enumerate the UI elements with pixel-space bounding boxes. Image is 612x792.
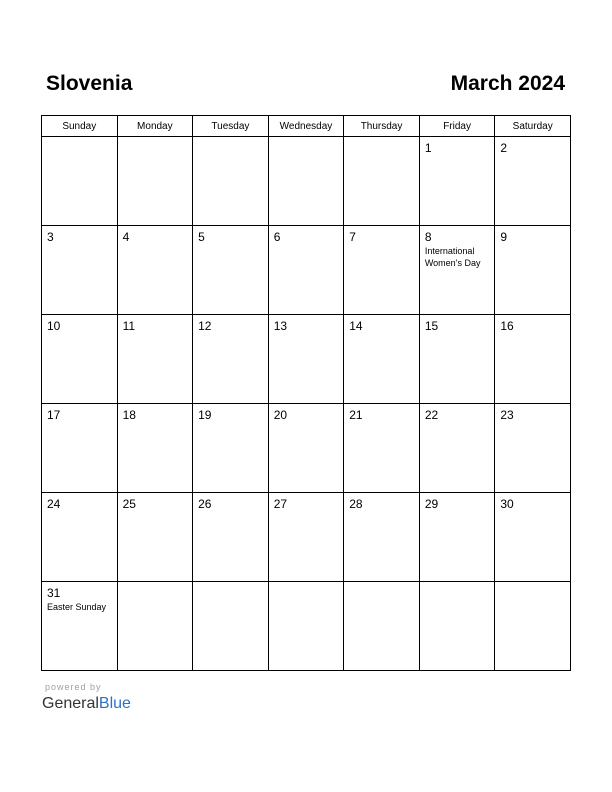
month-title: March 2024	[450, 72, 565, 95]
day-cell	[344, 226, 420, 315]
day-number: 27	[273, 497, 288, 511]
weekday-header-row	[42, 116, 571, 137]
weekday-header: Monday	[117, 116, 193, 137]
day-cell	[419, 315, 495, 404]
day-number: 13	[273, 319, 288, 333]
weekday-header: Saturday	[495, 116, 571, 137]
day-cell	[193, 137, 269, 226]
brand-logo[interactable]	[42, 681, 131, 714]
day-number: 3	[47, 230, 54, 244]
day-cell	[117, 226, 193, 315]
day-cell	[268, 315, 344, 404]
brand-name	[42, 694, 131, 714]
day-number: 2	[500, 141, 508, 155]
day-cell	[495, 315, 571, 404]
day-number: 6	[273, 230, 281, 244]
holiday-label: Easter Sunday	[47, 602, 107, 612]
day-number: 18	[122, 408, 136, 422]
day-cell	[193, 493, 269, 582]
day-number: 31	[47, 586, 61, 600]
day-cell	[42, 404, 118, 493]
country-title: Slovenia	[46, 72, 133, 95]
day-number: 12	[198, 319, 212, 333]
day-number: 21	[349, 408, 363, 422]
weekday-header: Thursday	[344, 116, 420, 137]
day-cell	[419, 582, 495, 671]
day-cell	[117, 137, 193, 226]
day-number: 16	[500, 319, 514, 333]
day-number: 8	[424, 230, 432, 244]
day-cell	[495, 582, 571, 671]
day-number: 4	[122, 230, 130, 244]
weekday-header: Sunday	[42, 116, 118, 137]
day-cell	[193, 404, 269, 493]
day-cell	[268, 582, 344, 671]
week-row	[42, 582, 571, 671]
day-cell	[117, 493, 193, 582]
day-cell	[193, 582, 269, 671]
day-cell	[495, 226, 571, 315]
week-row	[42, 226, 571, 315]
day-cell	[419, 137, 495, 226]
week-row	[42, 315, 571, 404]
day-cell	[344, 404, 420, 493]
day-number: 24	[47, 497, 61, 511]
holiday-label: International Women’s Day	[424, 246, 481, 268]
day-number: 7	[349, 230, 356, 244]
day-cell	[268, 404, 344, 493]
brand-blue-text: Blue	[98, 695, 131, 712]
day-cell	[419, 493, 495, 582]
day-number: 1	[424, 141, 432, 155]
day-number: 11	[122, 319, 136, 333]
week-row	[42, 493, 571, 582]
day-number: 9	[500, 230, 508, 244]
day-cell	[495, 493, 571, 582]
day-cell	[117, 404, 193, 493]
day-cell	[117, 315, 193, 404]
day-cell	[344, 493, 420, 582]
powered-by-label: powered by	[45, 682, 102, 692]
day-cell	[344, 582, 420, 671]
week-row	[42, 137, 571, 226]
day-cell	[193, 226, 269, 315]
day-cell	[344, 137, 420, 226]
day-cell	[495, 137, 571, 226]
day-number: 19	[198, 408, 212, 422]
day-cell	[42, 493, 118, 582]
weekday-header: Friday	[419, 116, 495, 137]
day-number: 23	[500, 408, 514, 422]
day-number: 17	[47, 408, 61, 422]
day-cell	[193, 315, 269, 404]
day-cell	[42, 582, 118, 671]
day-cell	[495, 404, 571, 493]
week-row	[42, 404, 571, 493]
day-number: 22	[424, 408, 439, 422]
day-cell	[42, 137, 118, 226]
day-number: 5	[198, 230, 205, 244]
day-number: 30	[500, 497, 514, 511]
day-cell	[268, 493, 344, 582]
day-number: 14	[349, 319, 363, 333]
day-cell	[42, 315, 118, 404]
day-number: 26	[198, 497, 212, 511]
day-number: 25	[122, 497, 136, 511]
day-cell	[419, 226, 495, 315]
weekday-header: Tuesday	[193, 116, 269, 137]
day-number: 20	[273, 408, 288, 422]
day-number: 29	[424, 497, 439, 511]
day-cell	[419, 404, 495, 493]
day-cell	[268, 226, 344, 315]
weekday-header: Wednesday	[268, 116, 344, 137]
day-cell	[344, 315, 420, 404]
brand-general-text: General	[42, 695, 99, 712]
day-cell	[268, 137, 344, 226]
day-cell	[117, 582, 193, 671]
calendar-grid	[41, 115, 571, 671]
day-number: 28	[349, 497, 363, 511]
day-number: 10	[47, 319, 61, 333]
day-cell	[42, 226, 118, 315]
day-number: 15	[424, 319, 439, 333]
